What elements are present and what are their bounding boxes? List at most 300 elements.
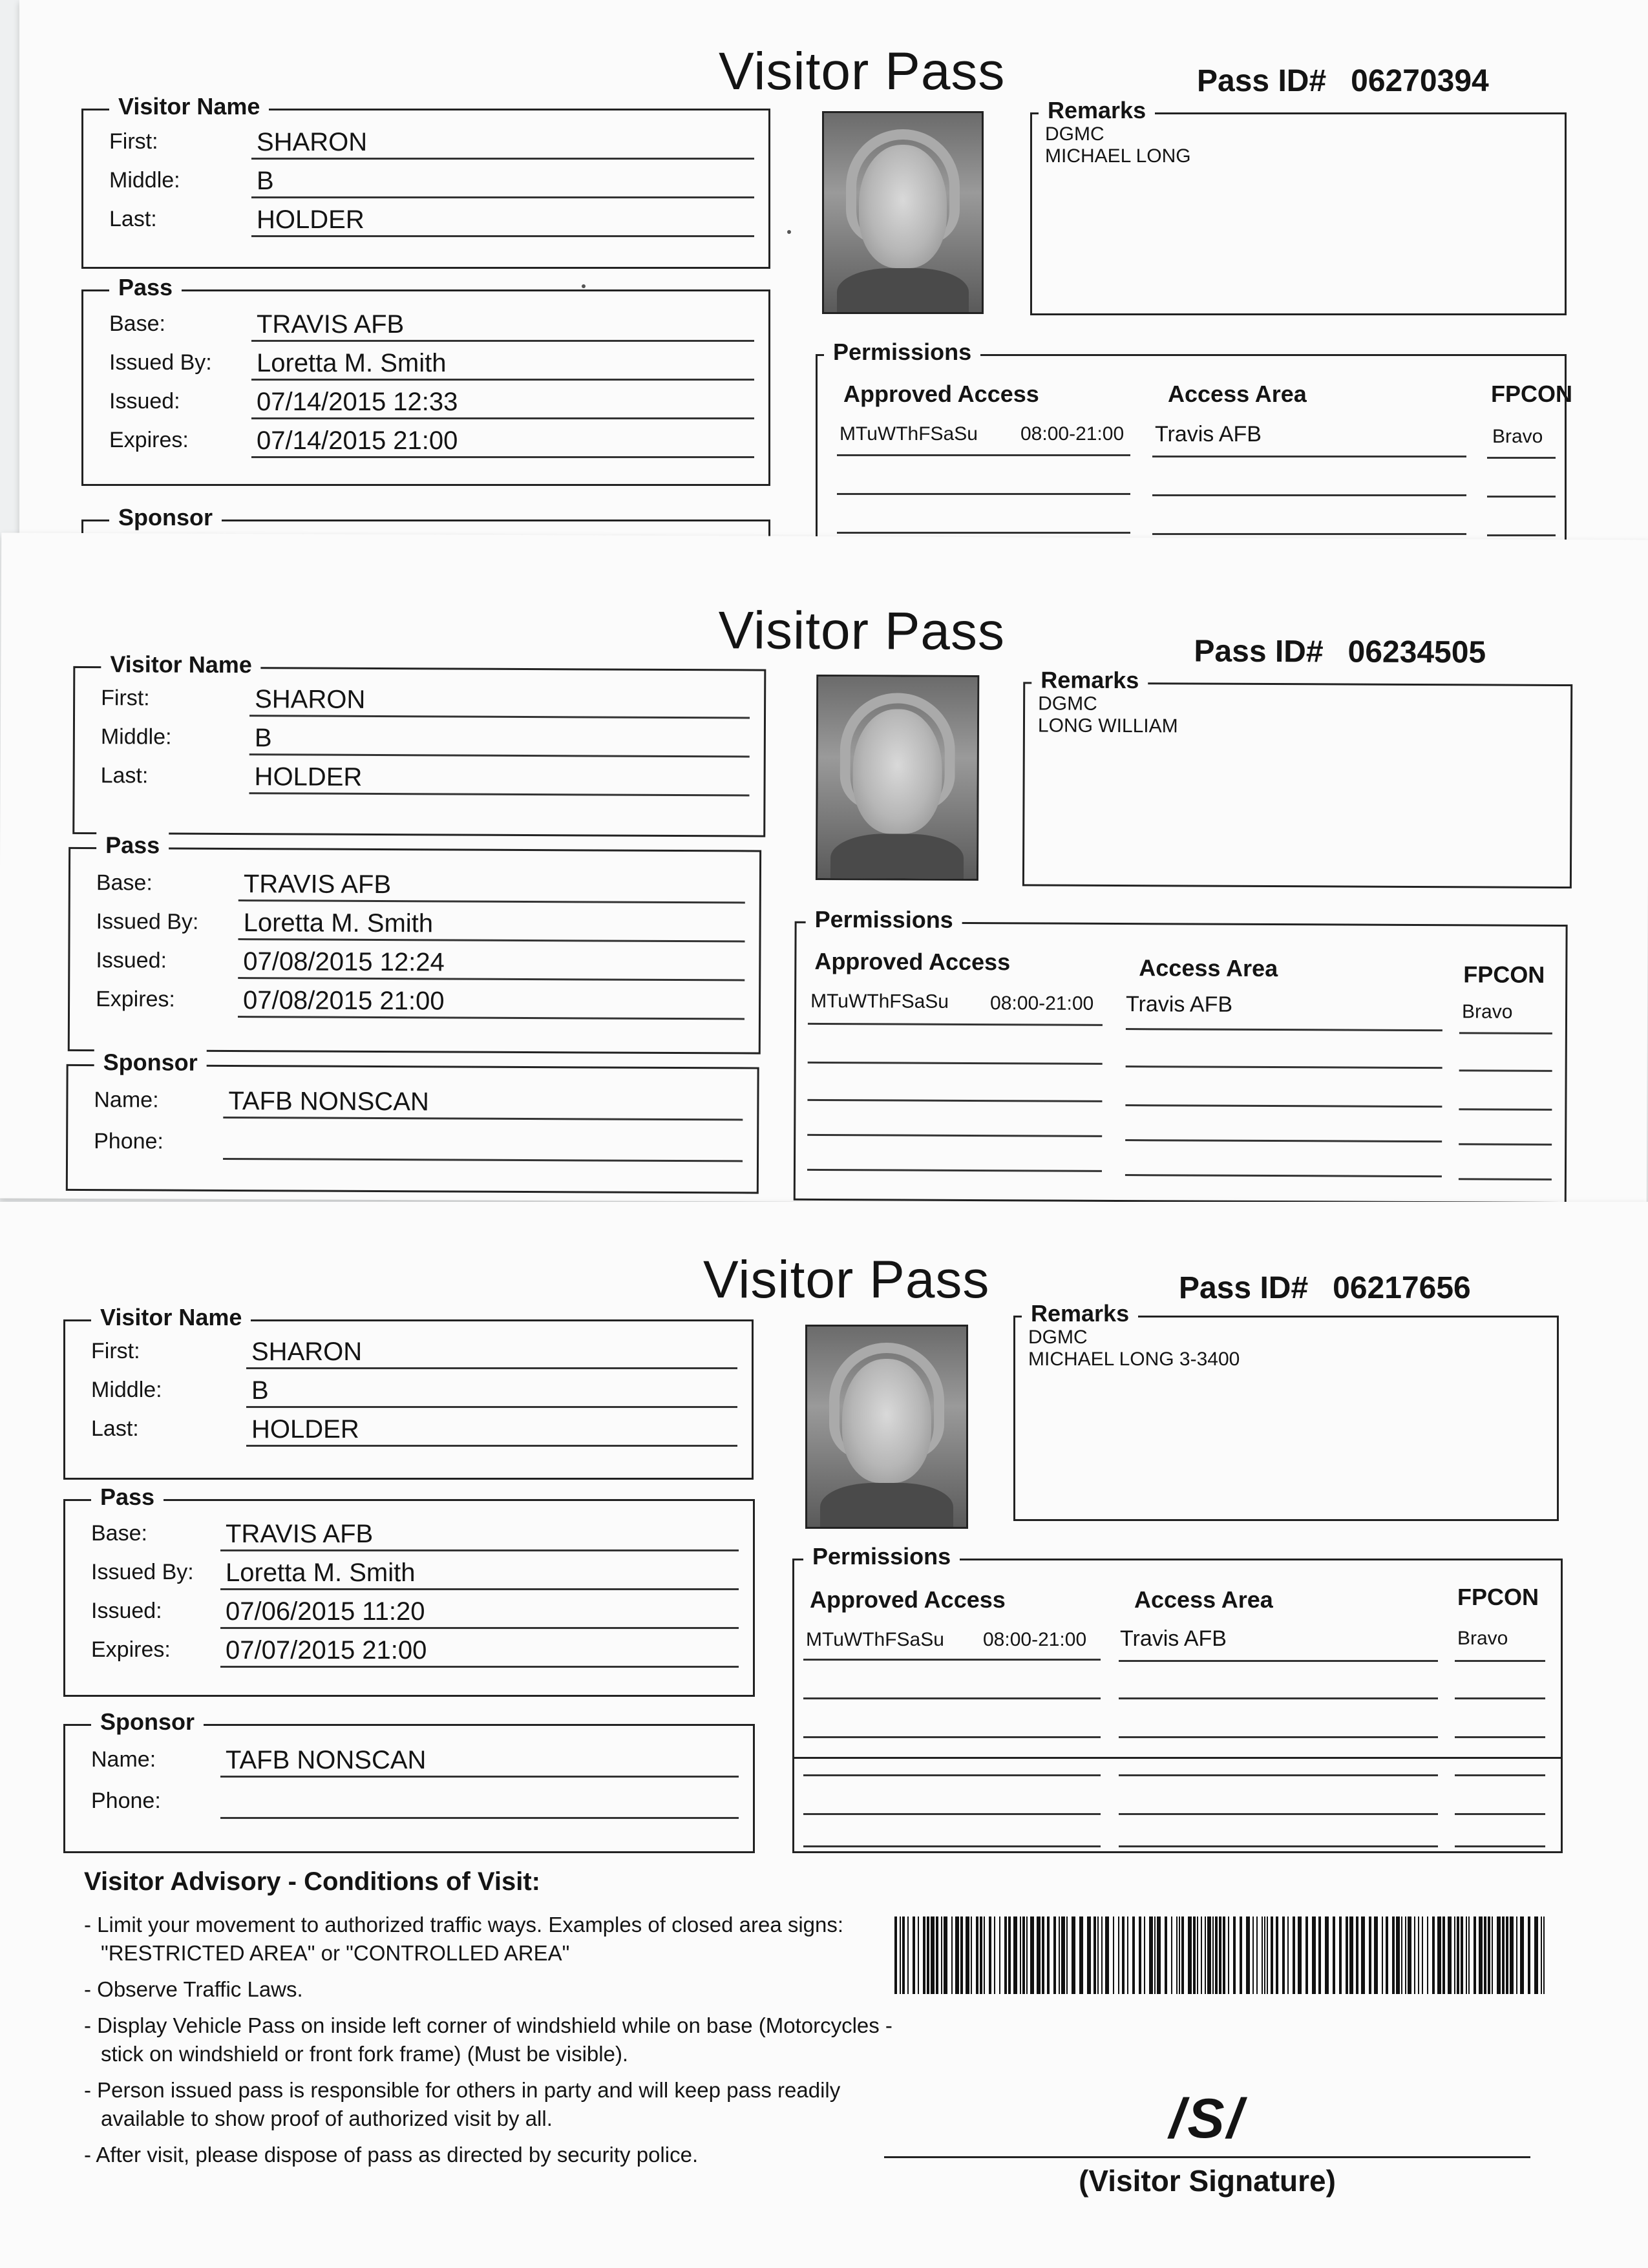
approved-access-header: Approved Access	[843, 381, 1039, 407]
barcode-bar	[1101, 1916, 1103, 1994]
barcode-bar	[1374, 1916, 1378, 1994]
barcode-bar	[1442, 1916, 1445, 1994]
barcode-bar	[1408, 1916, 1411, 1994]
permissions-box	[816, 339, 1572, 562]
sponsor-phone-label: Phone:	[94, 1129, 164, 1154]
barcode-bar	[1497, 1916, 1501, 1994]
barcode-bar	[1267, 1916, 1268, 1994]
access-area-value: Travis AFB	[1120, 1626, 1227, 1651]
sponsor-phone-value	[220, 1785, 739, 1819]
perm-line	[803, 1697, 1101, 1699]
barcode-bar	[1293, 1916, 1295, 1994]
expires-value: 07/07/2015 21:00	[220, 1634, 739, 1668]
advisory-item: - After visit, please dispose of pass as directed by security police.	[84, 2143, 699, 2167]
barcode-bar	[1461, 1916, 1463, 1994]
first-name-value: SHARON	[251, 126, 754, 160]
remarks-box-frame	[1013, 1316, 1559, 1521]
pass-id-label: Pass ID#	[1179, 1271, 1309, 1305]
approved-days: MTuWThFSaSu	[840, 423, 978, 445]
visitor-pass-sheet-1	[19, 0, 1648, 562]
middle-name-value: B	[249, 722, 750, 757]
barcode-bar	[999, 1916, 1000, 1994]
barcode-bar	[1339, 1916, 1342, 1994]
barcode	[894, 1916, 1548, 1994]
last-label: Last:	[100, 763, 149, 788]
pass-id-value: 06217656	[1333, 1271, 1471, 1305]
perm-line	[1455, 1774, 1545, 1776]
signature-label: (Visitor Signature)	[1079, 2164, 1336, 2198]
barcode-bar	[1479, 1916, 1483, 1994]
sponsor-legend: Sponsor	[94, 1048, 207, 1077]
perm-line	[1119, 1845, 1438, 1847]
barcode-bar	[1520, 1916, 1524, 1994]
perm-line	[803, 1813, 1101, 1815]
first-name-value: SHARON	[246, 1336, 737, 1369]
base-label: Base:	[96, 870, 153, 896]
barcode-bar	[989, 1916, 991, 1994]
sponsor-legend: Sponsor	[91, 1708, 204, 1736]
barcode-bar	[1047, 1916, 1050, 1994]
approved-time: 08:00-21:00	[983, 1629, 1087, 1650]
perm-line	[1119, 1660, 1438, 1662]
perm-line	[1487, 457, 1556, 459]
barcode-bar	[1256, 1916, 1258, 1994]
barcode-bar	[1020, 1916, 1021, 1994]
pass-id	[1197, 63, 1489, 99]
approved-days: MTuWThFSaSu	[806, 1629, 944, 1650]
expires-label: Expires:	[91, 1637, 171, 1662]
fpcon-value: Bravo	[1457, 1628, 1508, 1649]
barcode-bar	[1008, 1916, 1011, 1994]
base-label: Base:	[109, 311, 165, 336]
perm-line	[1126, 1028, 1442, 1031]
issued-by-label: Issued By:	[96, 909, 199, 934]
barcode-bar	[1154, 1916, 1156, 1994]
fpcon-header: FPCON	[1491, 381, 1572, 407]
remarks-line-2: LONG WILLIAM	[1037, 715, 1178, 737]
barcode-bar	[913, 1916, 915, 1994]
perm-line	[1459, 1108, 1552, 1111]
access-area-header: Access Area	[1168, 381, 1307, 407]
access-area-header: Access Area	[1134, 1586, 1273, 1613]
perm-line	[808, 1062, 1103, 1065]
barcode-bar	[1207, 1916, 1211, 1994]
sponsor-legend: Sponsor	[109, 503, 222, 532]
issued-by-value: Loretta M. Smith	[251, 347, 754, 381]
last-name-value: HOLDER	[246, 1413, 737, 1447]
barcode-bar	[1026, 1916, 1028, 1994]
perm-line	[1487, 534, 1556, 536]
barcode-bar	[1246, 1916, 1250, 1994]
barcode-bar	[960, 1916, 963, 1994]
barcode-bar	[1422, 1916, 1423, 1994]
expires-label: Expires:	[109, 428, 189, 452]
barcode-bar	[1066, 1916, 1068, 1994]
barcode-bar	[1122, 1916, 1125, 1994]
barcode-bar	[1093, 1916, 1096, 1994]
perm-line	[803, 1845, 1101, 1847]
barcode-bar	[1492, 1916, 1493, 1994]
barcode-bar	[1484, 1916, 1486, 1994]
advisory-item: - Display Vehicle Pass on inside left corner of windshield while on base (Motorcycles - stick on windshield or front fork frame) (Must be visible).	[84, 2013, 893, 2066]
visitor-name-legend: Visitor Name	[109, 92, 269, 121]
perm-line	[1125, 1139, 1442, 1142]
issued-label: Issued:	[96, 948, 167, 973]
barcode-bar	[918, 1916, 919, 1994]
last-label: Last:	[91, 1416, 139, 1441]
pass-title: Visitor Pass	[718, 601, 1006, 662]
barcode-bar	[1287, 1916, 1289, 1994]
last-name-value: HOLDER	[251, 204, 754, 237]
barcode-bar	[900, 1916, 901, 1994]
barcode-bar	[1414, 1916, 1415, 1994]
visitor-photo	[816, 675, 979, 881]
barcode-bar	[1534, 1916, 1538, 1994]
barcode-bar	[931, 1916, 935, 1994]
issued-value: 07/08/2015 12:24	[238, 945, 745, 981]
barcode-bar	[1219, 1916, 1221, 1994]
barcode-bar	[1171, 1916, 1172, 1994]
barcode-bar	[1188, 1916, 1192, 1994]
issued-by-value: Loretta M. Smith	[238, 907, 745, 942]
perm-line	[1455, 1660, 1545, 1662]
middle-label: Middle:	[109, 168, 180, 193]
sponsor-phone-label: Phone:	[91, 1789, 161, 1813]
access-area-value: Travis AFB	[1155, 422, 1262, 446]
permissions-legend: Permissions	[806, 905, 962, 934]
barcode-bar	[1325, 1916, 1329, 1994]
last-label: Last:	[109, 207, 157, 231]
issued-by-label: Issued By:	[109, 350, 212, 375]
remarks-box	[1022, 666, 1572, 888]
barcode-bar	[936, 1916, 938, 1994]
barcode-bar	[1474, 1916, 1476, 1994]
barcode-bar	[1042, 1916, 1044, 1994]
barcode-bar	[1053, 1916, 1056, 1994]
pass-id-value: 06270394	[1351, 64, 1489, 98]
base-value: TRAVIS AFB	[238, 868, 745, 903]
issued-by-value: Loretta M. Smith	[220, 1557, 739, 1590]
visitor-advisory	[84, 1867, 905, 2177]
barcode-bar	[1144, 1916, 1145, 1994]
pass-id	[1179, 1270, 1471, 1306]
perm-line	[837, 454, 1130, 456]
barcode-bar	[1197, 1916, 1198, 1994]
perm-line	[1455, 1736, 1545, 1738]
remarks-line-1: DGMC	[1045, 123, 1104, 145]
approved-time: 08:00-21:00	[990, 992, 1094, 1014]
pass-details-box	[81, 274, 770, 486]
middle-name-value: B	[251, 165, 754, 198]
first-label: First:	[91, 1339, 140, 1363]
barcode-bar	[1004, 1916, 1007, 1994]
barcode-bar	[1369, 1916, 1371, 1994]
sponsor-phone-value	[223, 1126, 743, 1162]
permissions-legend: Permissions	[803, 1542, 960, 1571]
perm-line	[1119, 1697, 1438, 1699]
remarks-text	[1045, 123, 1191, 167]
barcode-bar	[1157, 1916, 1161, 1994]
barcode-bar	[1139, 1916, 1141, 1994]
barcode-bar	[1298, 1916, 1302, 1994]
perm-line	[1459, 1143, 1552, 1146]
barcode-bar	[1510, 1916, 1514, 1994]
barcode-bar	[1127, 1916, 1128, 1994]
barcode-bar	[1454, 1916, 1455, 1994]
photo-face	[852, 709, 942, 834]
barcode-bar	[1361, 1916, 1365, 1994]
perm-line	[1125, 1104, 1442, 1108]
perm-line	[803, 1774, 1101, 1776]
barcode-bar	[1312, 1916, 1316, 1994]
barcode-bar	[955, 1916, 959, 1994]
visitor-name-box	[63, 1304, 754, 1480]
issued-value: 07/06/2015 11:20	[220, 1595, 739, 1629]
pass-id	[1194, 633, 1486, 670]
permissions-box	[792, 1543, 1563, 1759]
perm-line	[808, 1023, 1103, 1026]
perm-line	[1459, 1069, 1552, 1072]
barcode-bar	[1022, 1916, 1025, 1994]
remarks-box	[1030, 97, 1567, 315]
perm-line	[1152, 456, 1466, 457]
pass-legend: Pass	[96, 831, 169, 859]
issued-value: 07/14/2015 12:33	[251, 386, 754, 419]
remarks-line-2: MICHAEL LONG 3-3400	[1028, 1349, 1240, 1370]
perm-line	[1125, 1174, 1442, 1177]
barcode-bar	[1132, 1916, 1135, 1994]
barcode-bar	[1418, 1916, 1419, 1994]
middle-label: Middle:	[91, 1378, 162, 1402]
barcode-bar	[1305, 1916, 1308, 1994]
perm-line	[837, 493, 1130, 495]
barcode-bar	[1528, 1916, 1530, 1994]
perm-line	[1152, 533, 1466, 535]
barcode-bar	[1468, 1916, 1470, 1994]
perm-line	[1126, 1066, 1442, 1069]
remarks-legend: Remarks	[1039, 96, 1155, 125]
barcode-bar	[1264, 1916, 1265, 1994]
scan-speck	[582, 284, 586, 288]
barcode-bar	[966, 1916, 969, 1994]
permissions-legend: Permissions	[824, 338, 980, 366]
photo-shoulders	[837, 268, 969, 314]
barcode-bar	[944, 1916, 947, 1994]
photo-shoulders	[830, 834, 964, 881]
pass-id-label: Pass ID#	[1194, 634, 1324, 669]
approved-days: MTuWThFSaSu	[810, 990, 949, 1013]
visitor-name-box	[72, 651, 766, 837]
fpcon-value: Bravo	[1492, 426, 1543, 447]
barcode-bar	[1543, 1916, 1545, 1994]
issued-label: Issued:	[109, 389, 180, 414]
barcode-bar	[1030, 1916, 1034, 1994]
barcode-bar	[1401, 1916, 1402, 1994]
issued-by-label: Issued By:	[91, 1560, 194, 1584]
photo-face	[842, 1359, 931, 1483]
remarks-line-1: DGMC	[1038, 693, 1097, 715]
barcode-bar	[1181, 1916, 1184, 1994]
perm-line	[803, 1736, 1101, 1738]
visitor-photo	[805, 1325, 968, 1529]
barcode-bar	[1201, 1916, 1202, 1994]
barcode-bar	[1392, 1916, 1395, 1994]
scan-speck	[787, 230, 791, 234]
barcode-bar	[1488, 1916, 1490, 1994]
barcode-bar	[1072, 1916, 1075, 1994]
perm-line	[1152, 494, 1466, 496]
sponsor-box	[63, 1708, 755, 1853]
perm-line	[1119, 1736, 1438, 1738]
barcode-bar	[1356, 1916, 1358, 1994]
sponsor-name-label: Name:	[94, 1087, 159, 1113]
perm-line	[807, 1099, 1102, 1102]
barcode-bar	[1176, 1916, 1178, 1994]
barcode-bar	[1448, 1916, 1452, 1994]
barcode-bar	[1205, 1916, 1206, 1994]
barcode-bar	[1215, 1916, 1218, 1994]
pass-id-value: 06234505	[1347, 635, 1486, 670]
barcode-bar	[1405, 1916, 1406, 1994]
perm-line	[1455, 1813, 1545, 1815]
access-area-value: Travis AFB	[1126, 992, 1233, 1017]
barcode-bar	[1346, 1916, 1348, 1994]
barcode-bar	[1276, 1916, 1278, 1994]
barcode-bar	[1271, 1916, 1273, 1994]
barcode-bar	[1228, 1916, 1229, 1994]
remarks-legend: Remarks	[1022, 1299, 1138, 1328]
barcode-bar	[1105, 1916, 1109, 1994]
visitor-photo	[822, 111, 984, 314]
barcode-bar	[1466, 1916, 1467, 1994]
barcode-bar	[1432, 1916, 1435, 1994]
remarks-line-1: DGMC	[1028, 1327, 1088, 1348]
barcode-bar	[1179, 1916, 1180, 1994]
pass-id-label: Pass ID#	[1197, 64, 1327, 98]
remarks-text	[1038, 693, 1178, 737]
barcode-bar	[907, 1916, 909, 1994]
perm-line	[837, 532, 1130, 534]
sponsor-name-label: Name:	[91, 1747, 156, 1772]
sponsor-box	[66, 1049, 759, 1194]
last-name-value: HOLDER	[249, 761, 749, 796]
visitor-signature	[884, 2087, 1530, 2198]
barcode-bar	[1349, 1916, 1353, 1994]
first-label: First:	[101, 686, 150, 711]
barcode-bar	[1212, 1916, 1214, 1994]
advisory-title: Visitor Advisory - Conditions of Visit:	[84, 1867, 540, 1896]
sponsor-name-value: TAFB NONSCAN	[220, 1744, 739, 1778]
remarks-line-2: MICHAEL LONG	[1045, 145, 1191, 167]
barcode-bar	[1079, 1916, 1083, 1994]
visitor-name-legend: Visitor Name	[101, 650, 261, 679]
barcode-bar	[1165, 1916, 1167, 1994]
fpcon-header: FPCON	[1457, 1584, 1539, 1610]
barcode-bar	[1282, 1916, 1285, 1994]
barcode-bar	[941, 1916, 942, 1994]
perm-line	[1487, 496, 1556, 498]
perm-line	[1455, 1697, 1545, 1699]
sponsor-name-value: TAFB NONSCAN	[223, 1085, 743, 1121]
issued-label: Issued:	[91, 1599, 162, 1623]
pass-legend: Pass	[91, 1483, 164, 1511]
base-value: TRAVIS AFB	[220, 1518, 739, 1551]
barcode-bar	[1193, 1916, 1196, 1994]
barcode-bar	[1037, 1916, 1041, 1994]
barcode-bar	[1013, 1916, 1017, 1994]
barcode-bar	[1061, 1916, 1065, 1994]
signature-line	[884, 2156, 1530, 2158]
perm-line	[807, 1134, 1102, 1137]
fpcon-value: Bravo	[1461, 1001, 1513, 1023]
barcode-bar	[1118, 1916, 1119, 1994]
first-name-value: SHARON	[249, 683, 750, 719]
barcode-bar	[1233, 1916, 1236, 1994]
expires-value: 07/14/2015 21:00	[251, 425, 754, 458]
middle-label: Middle:	[100, 724, 172, 750]
remarks-legend: Remarks	[1031, 666, 1148, 695]
barcode-bar	[1506, 1916, 1508, 1994]
barcode-bar	[976, 1916, 978, 1994]
barcode-bar	[1087, 1916, 1091, 1994]
permissions-box	[794, 905, 1568, 1204]
photo-shoulders	[820, 1483, 954, 1529]
barcode-bar	[1541, 1916, 1542, 1994]
visitor-name-box	[81, 93, 770, 269]
first-label: First:	[109, 129, 158, 154]
barcode-bar	[1516, 1916, 1517, 1994]
barcode-bar	[1427, 1916, 1428, 1994]
visitor-name-legend: Visitor Name	[91, 1303, 251, 1332]
pass-legend: Pass	[109, 273, 182, 302]
barcode-bar	[1113, 1916, 1114, 1994]
barcode-bar	[1252, 1916, 1254, 1994]
base-value: TRAVIS AFB	[251, 308, 754, 342]
perm-line	[1459, 1032, 1552, 1034]
access-area-header: Access Area	[1139, 954, 1278, 982]
expires-label: Expires:	[96, 987, 176, 1012]
barcode-bar	[1382, 1916, 1383, 1994]
barcode-bar	[1240, 1916, 1242, 1994]
barcode-bar	[1386, 1916, 1388, 1994]
base-label: Base:	[91, 1521, 147, 1546]
pass-details-box	[63, 1484, 755, 1697]
barcode-bar	[1437, 1916, 1441, 1994]
approved-access-header: Approved Access	[810, 1586, 1006, 1613]
perm-line	[807, 1169, 1102, 1172]
photo-face	[859, 145, 947, 268]
barcode-bar	[894, 1916, 897, 1994]
permissions-box-lower	[792, 1759, 1563, 1853]
barcode-bar	[1059, 1916, 1060, 1994]
pass-title: Visitor Pass	[703, 1250, 990, 1309]
perm-line	[1119, 1813, 1438, 1815]
barcode-bar	[902, 1916, 905, 1994]
pass-title: Visitor Pass	[719, 42, 1006, 101]
signature-mark: /S/	[1169, 2088, 1245, 2150]
advisory-item: - Person issued pass is responsible for others in party and will keep pass readily available to show proof of authorized visit by all.	[84, 2078, 841, 2130]
barcode-bar	[1333, 1916, 1335, 1994]
barcode-bar	[1502, 1916, 1505, 1994]
barcode-bar	[1223, 1916, 1225, 1994]
perm-line	[803, 1659, 1101, 1661]
barcode-bar	[980, 1916, 982, 1994]
middle-name-value: B	[246, 1374, 737, 1408]
approved-time: 08:00-21:00	[1020, 423, 1125, 445]
pass-details-box	[68, 832, 761, 1055]
perm-line	[1455, 1845, 1545, 1847]
barcode-bar	[1318, 1916, 1321, 1994]
